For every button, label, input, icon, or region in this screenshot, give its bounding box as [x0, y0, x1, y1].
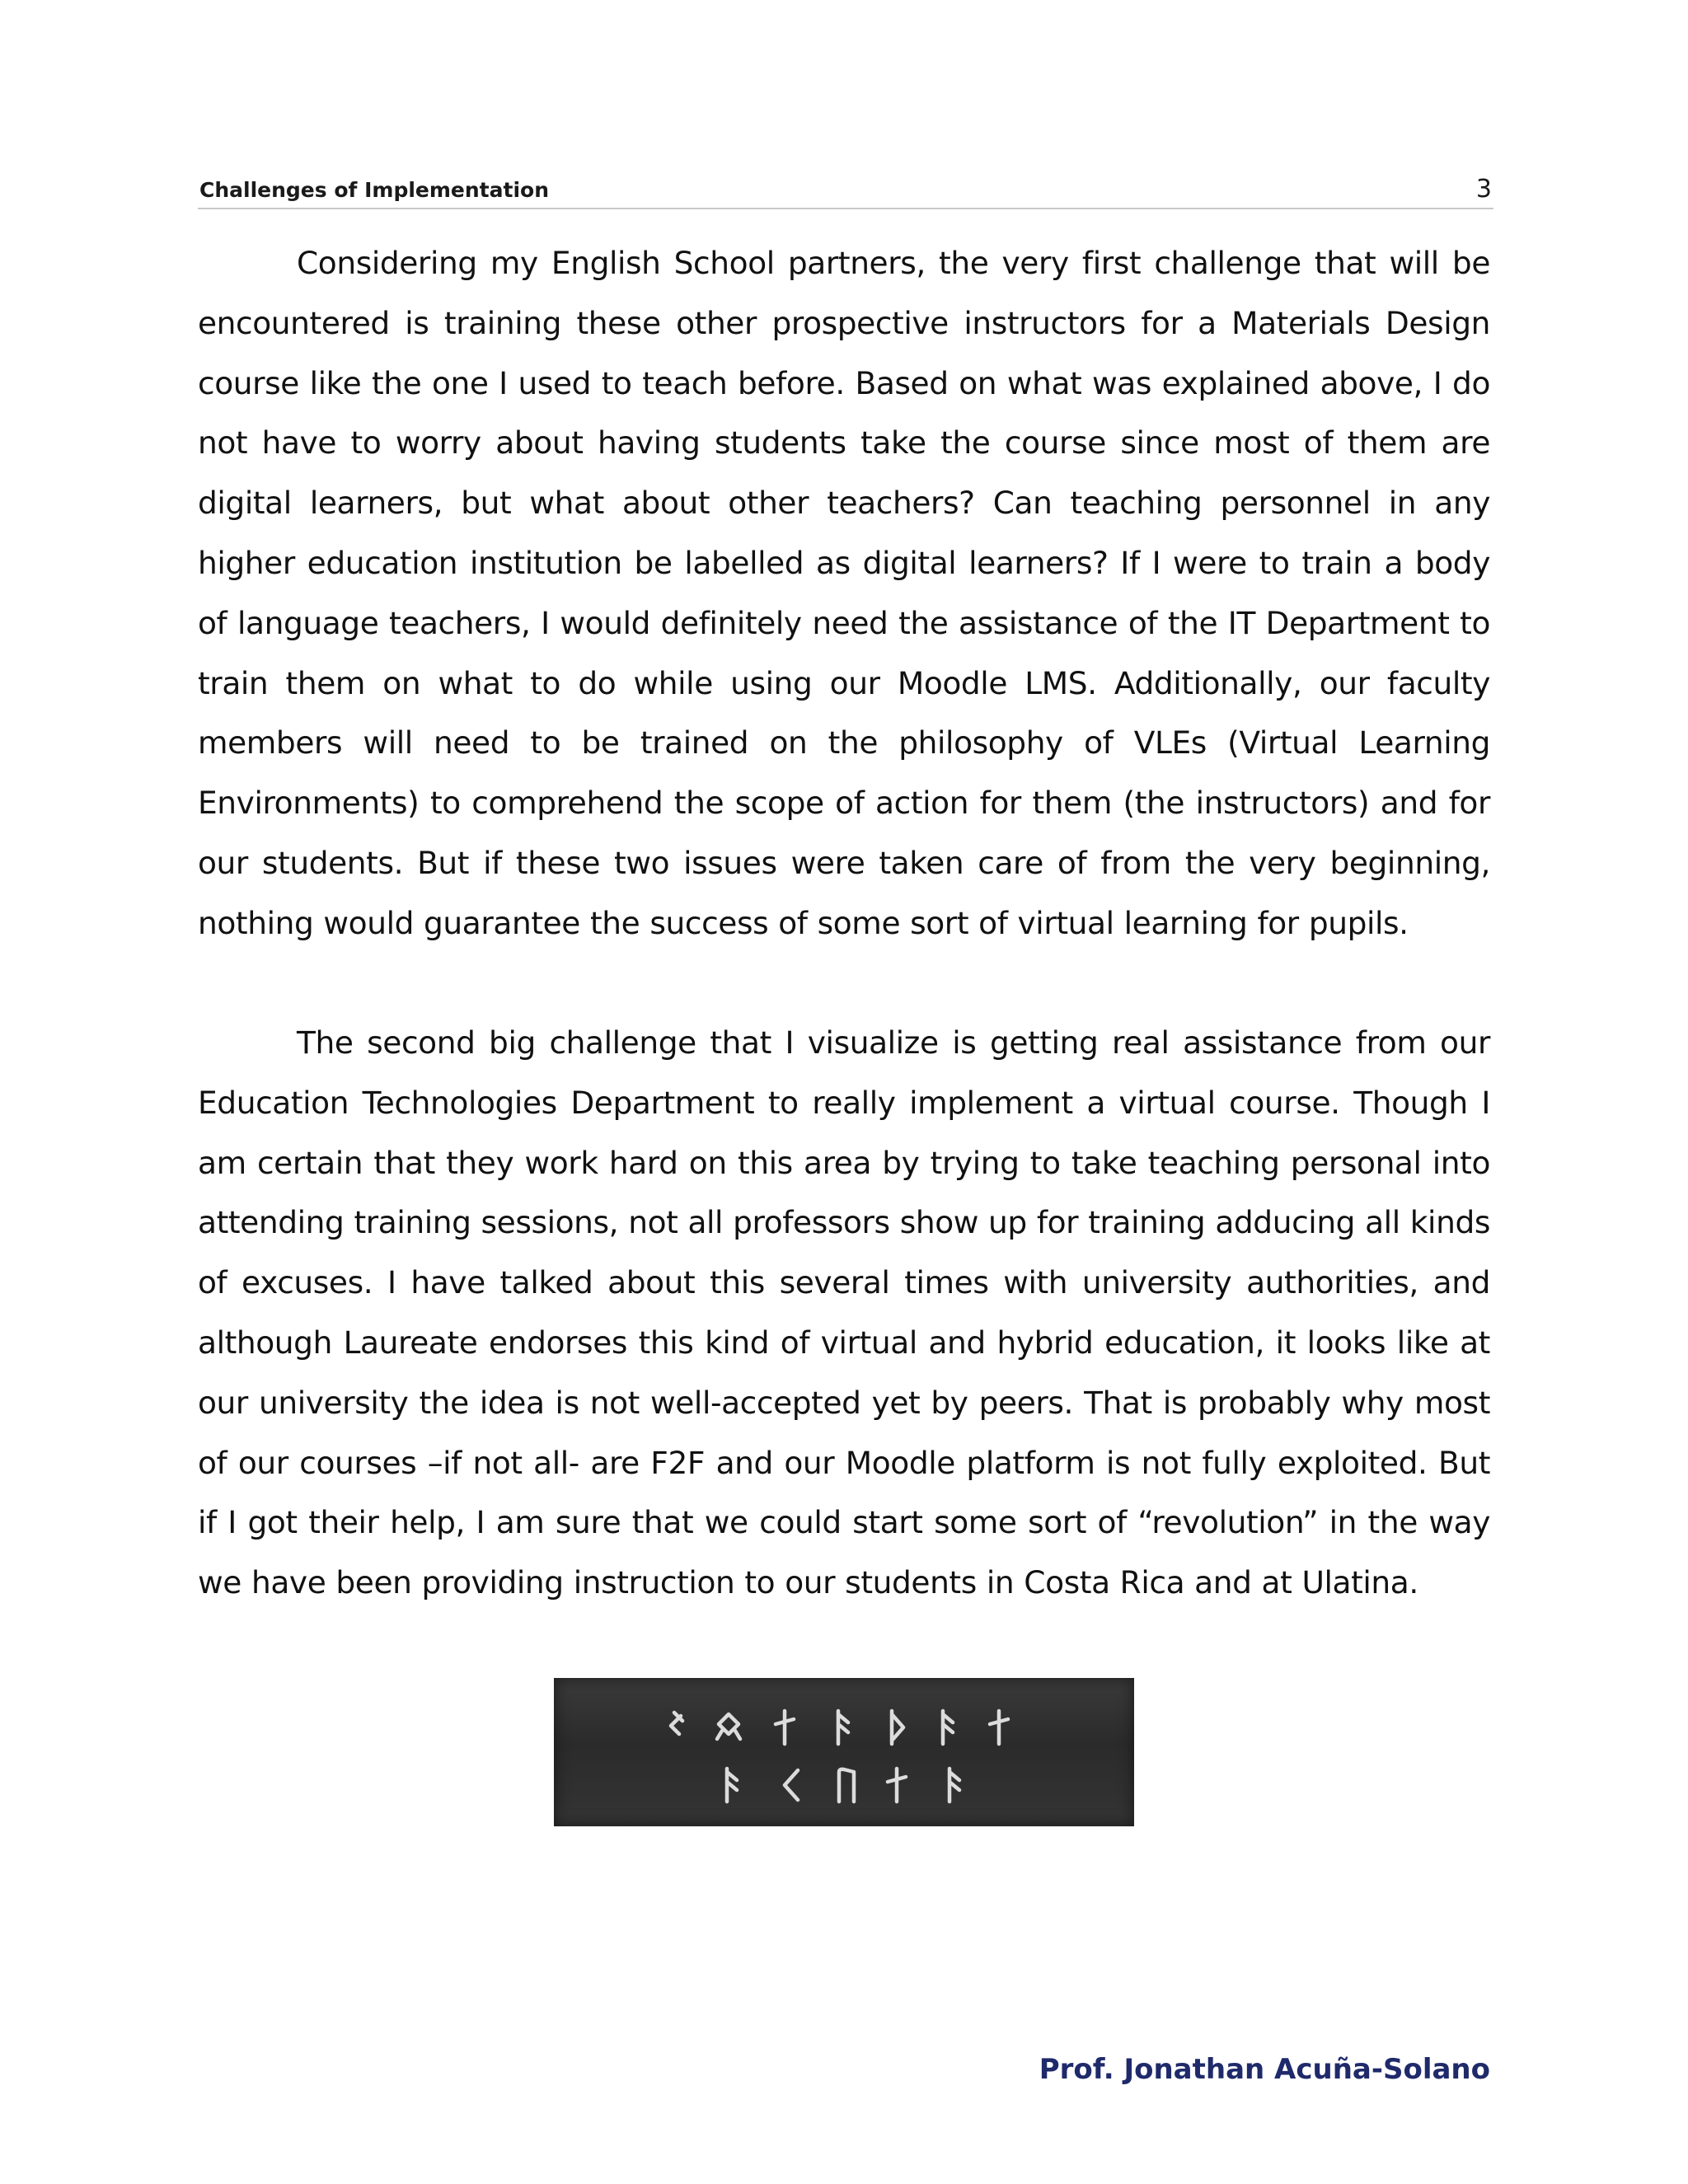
running-title: Challenges of Implementation — [199, 178, 549, 202]
page-number: 3 — [1475, 175, 1492, 204]
rune-5 — [892, 1711, 903, 1744]
rune-6 — [943, 1711, 953, 1744]
rune-8 — [727, 1769, 737, 1802]
author-name: Prof. Jonathan Acuña-Solano — [1039, 2053, 1490, 2086]
rune-9 — [785, 1770, 798, 1800]
rune-3 — [776, 1711, 794, 1744]
rune-7 — [990, 1711, 1008, 1744]
page-header — [198, 175, 1493, 209]
rune-11 — [888, 1769, 906, 1802]
rune-1 — [671, 1713, 682, 1734]
rune-glyphs — [554, 1678, 1134, 1826]
paragraph-2: The second big challenge that I visualize is getting real assistance from our Education Technologies Department to really implement a virtual course. Though I am certain that they work hard on this area by trying to take teaching personal into attending training sessions, not all professors show up for training adducing all kinds of excuses. I have talked about this several times with university authorities, and although Laureate endorses this kind of virtual and hybrid education, it looks like at our university the idea is not well-accepted yet by peers. That is probably why most of our courses –if not all- are F2F and our Moodle platform is not fully exploited. But if I got their help, I am sure that we could start some sort of “revolution” in the way we have been providing instruction to our students in Costa Rica and at Ulatina. — [198, 1024, 1490, 1601]
rune-12 — [950, 1769, 959, 1802]
rune-10 — [839, 1769, 854, 1802]
rune-2 — [717, 1714, 740, 1739]
rune-carving-icon — [554, 1678, 1134, 1826]
rune-4 — [838, 1711, 848, 1744]
paragraph-1: Considering my English School partners, the very first challenge that will be encountered is training these other prospective instructors for a Materials Design course like the one I used to teach before. Based on what was explained above, I do not have to worry about having students take the course since most of them are digital learners, but what about other teachers? Can teaching personnel in any higher education institution be labelled as digital learners? If I were to train a body of language teachers, I would definitely need the assistance of the IT Department to train them on what to do while using our Moodle LMS. Additionally, our faculty members will need to be trained on the philosophy of VLEs (Virtual Learning Environments) to comprehend the scope of action for them (the instructors) and for our students. But if these two issues were taken care of from the very beginning, nothing would guarantee the success of some sort of virtual learning for pupils. — [198, 245, 1490, 941]
